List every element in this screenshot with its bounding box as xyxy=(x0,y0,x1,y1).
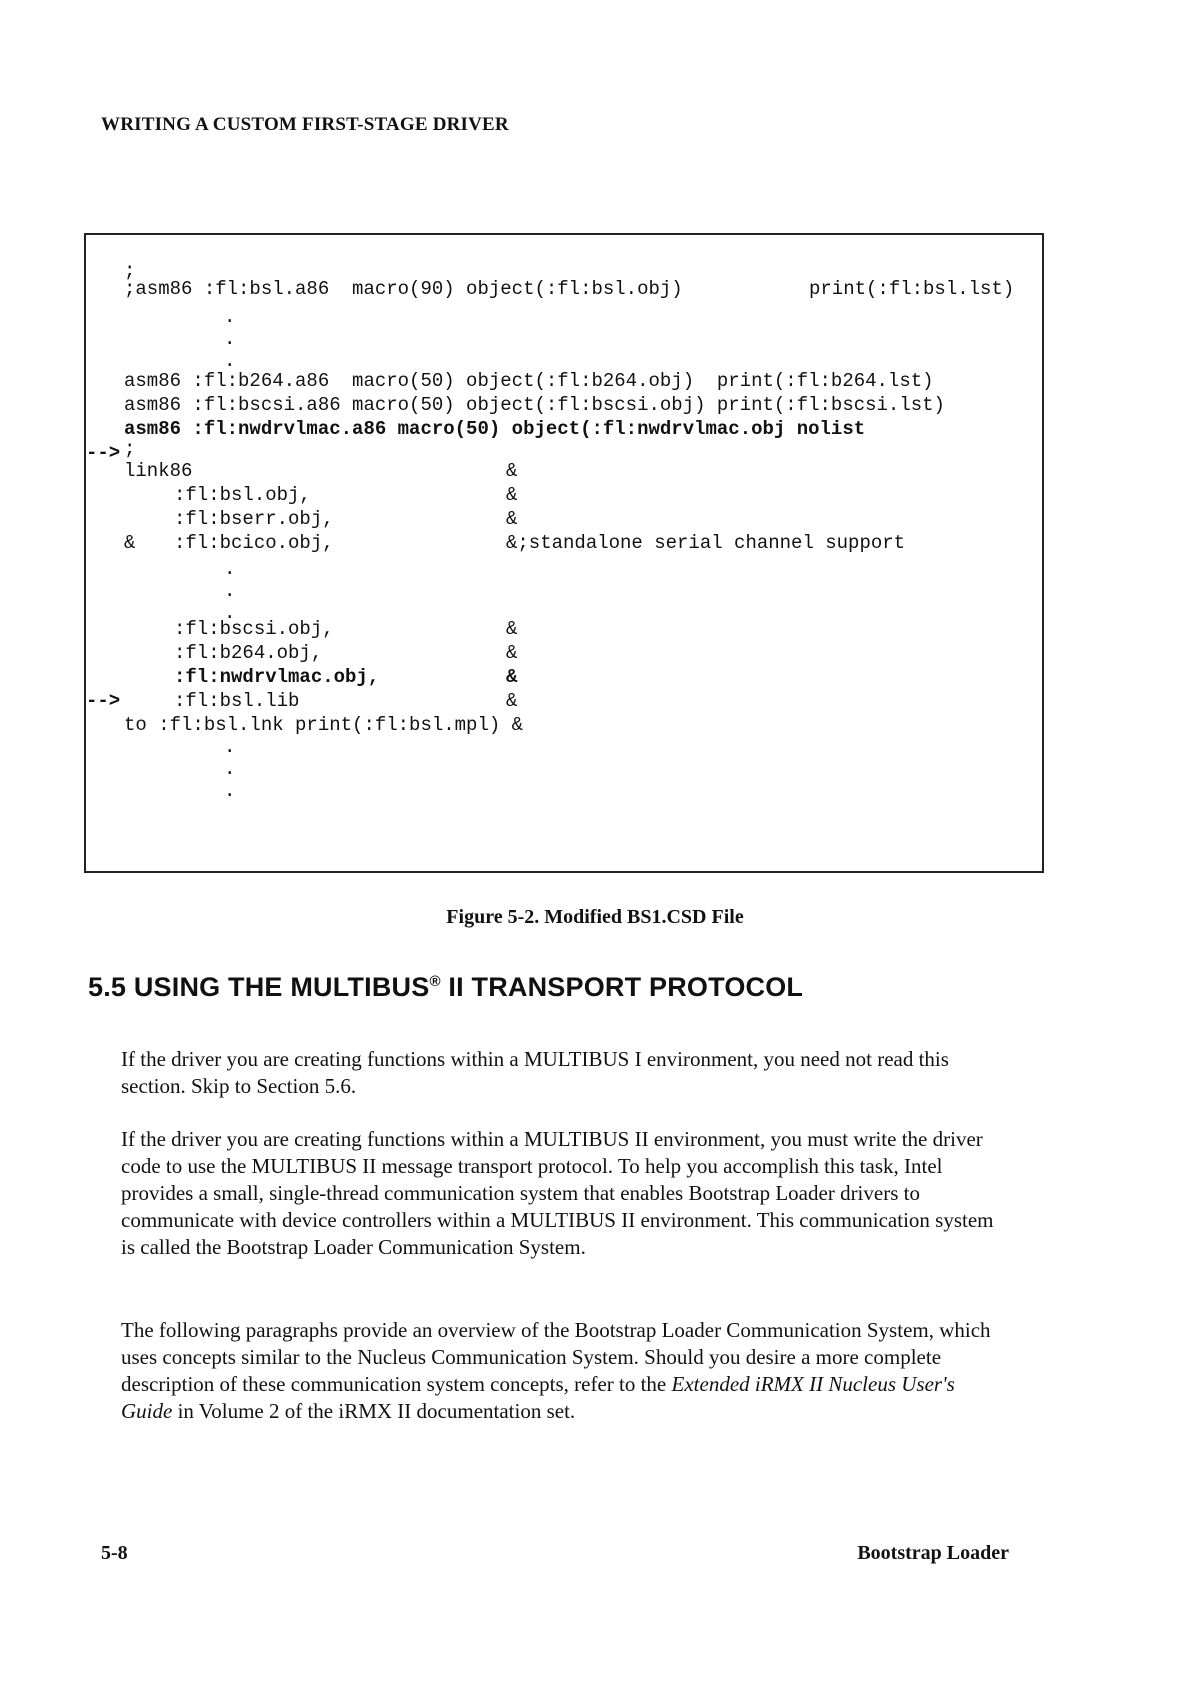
code-line: :fl:bsl.obj, & xyxy=(174,484,518,506)
paragraph: The following paragraphs provide an overview of the Bootstrap Loader Communication System, which uses concepts similar to the Nucleus Communication System. Should you desire a more complete description of these communication system concepts, refer to the Extended iRMX II Nucleus User's Guide in Volume 2 of the iRMX II documentation set. xyxy=(121,1318,991,1423)
code-ellipsis-dot: . xyxy=(224,558,236,580)
change-marker-arrow: --> xyxy=(86,442,121,464)
code-ellipsis-dot: . xyxy=(224,580,236,602)
code-ellipsis-dot: . xyxy=(224,350,236,372)
change-marker-arrow: --> xyxy=(86,690,121,712)
code-ellipsis-dot: . xyxy=(224,328,236,350)
code-ellipsis-dot: . xyxy=(224,736,236,758)
code-line: :fl:bscsi.obj, & xyxy=(174,618,518,640)
code-line-modified: --> asm86 :fl:nwdrvlmac.a86 macro(50) object(:fl:nwdrvlmac.obj nolist xyxy=(86,418,866,464)
code-line: asm86 :fl:b264.a86 macro(50) object(:fl:b264.obj) print(:fl:b264.lst) xyxy=(124,370,934,392)
paragraph: If the driver you are creating functions within a MULTIBUS I environment, you need not read this section. Skip to Section 5.6. xyxy=(121,1047,949,1098)
code-line: ; xyxy=(124,260,136,282)
code-line: ;asm86 :fl:bsl.a86 macro(90) object(:fl:bsl.obj) print(:fl:bsl.lst) xyxy=(124,278,1015,300)
footer-book-title: Bootstrap Loader xyxy=(857,1542,1009,1564)
code-ellipsis-dot: . xyxy=(224,602,236,624)
section-heading: 5.5 USING THE MULTIBUS® II TRANSPORT PROTOCOL xyxy=(88,972,804,1002)
code-ellipsis-dot: . xyxy=(224,758,236,780)
code-line: asm86 :fl:bscsi.a86 macro(50) object(:fl:bscsi.obj) print(:fl:bscsi.lst) xyxy=(124,394,945,416)
code-line: & :fl:bcico.obj, &;standalone serial channel support xyxy=(124,532,906,554)
code-listing-box xyxy=(84,233,1044,873)
figure-caption: Figure 5-2. Modified BS1.CSD File xyxy=(446,906,744,928)
code-line: link86 & xyxy=(124,460,518,482)
paragraph: If the driver you are creating functions within a MULTIBUS II environment, you must write the driver code to use the MULTIBUS II message transport protocol. To help you accomplish this task, Intel provides a small, single-thread communication system that enables Bootstrap Loader drivers to communicate with device controllers within a MULTIBUS II environment. This communication system is called the Bootstrap Loader Communication System. xyxy=(121,1127,994,1259)
code-line-modified: --> :fl:nwdrvlmac.obj, & xyxy=(86,666,518,712)
book-title-reference: Extended iRMX II Nucleus User's Guide xyxy=(121,1372,955,1423)
code-line: :fl:bsl.lib & xyxy=(174,690,518,712)
code-line: :fl:bserr.obj, & xyxy=(174,508,518,530)
page-number: 5-8 xyxy=(101,1542,128,1564)
code-line: ; xyxy=(124,438,136,460)
code-ellipsis-dot: . xyxy=(224,306,236,328)
code-ellipsis-dot: . xyxy=(224,780,236,802)
registered-mark: ® xyxy=(429,973,441,990)
code-line: :fl:b264.obj, & xyxy=(174,642,518,664)
running-header: WRITING A CUSTOM FIRST-STAGE DRIVER xyxy=(101,114,509,135)
code-line: to :fl:bsl.lnk print(:fl:bsl.mpl) & xyxy=(124,714,524,736)
